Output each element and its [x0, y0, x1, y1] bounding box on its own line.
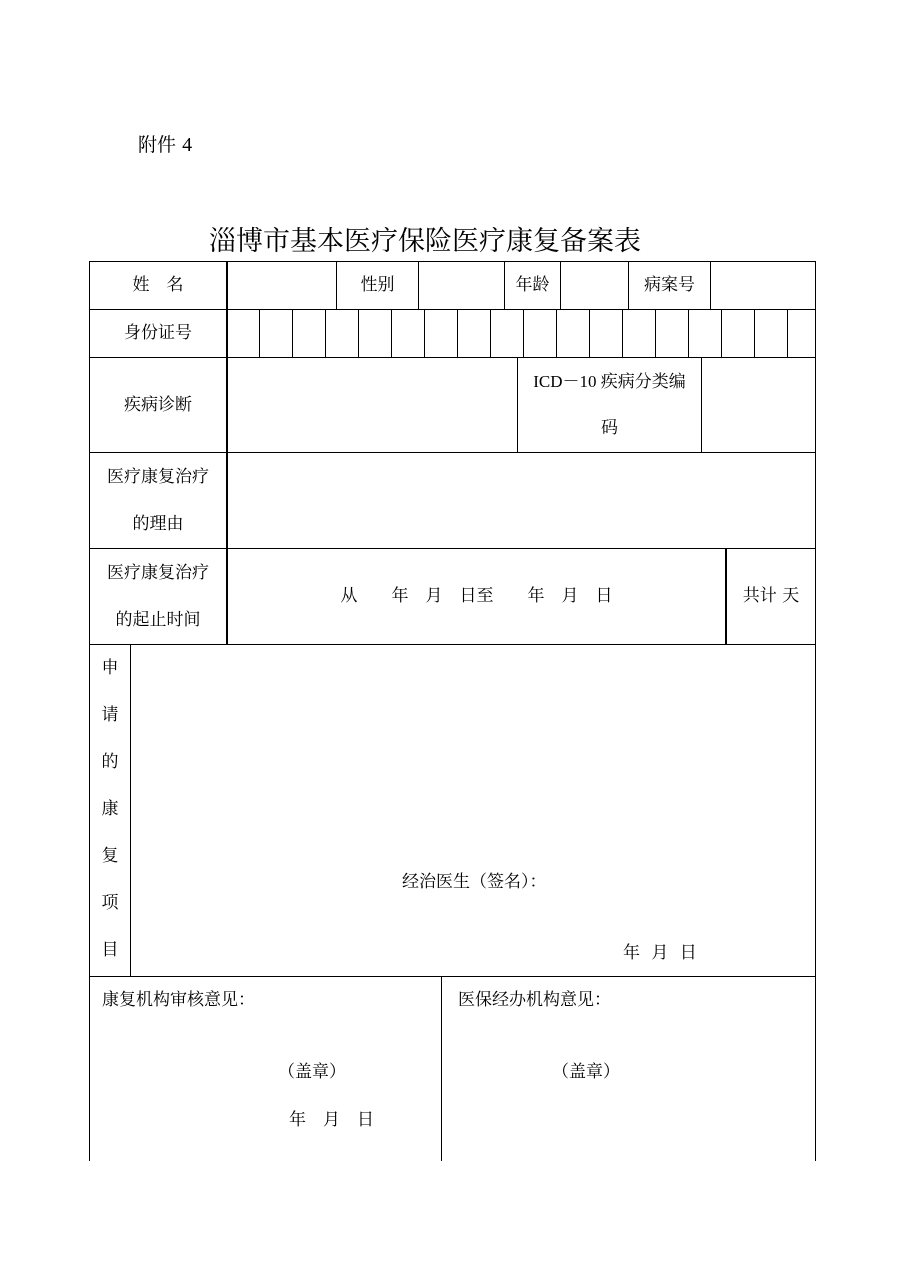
id-number-label: 身份证号: [124, 323, 192, 343]
id-box-divider: [556, 309, 557, 357]
id-box-divider: [589, 309, 590, 357]
age-field[interactable]: [561, 262, 628, 309]
rehab-review-stamp: （盖章）: [278, 1062, 346, 1082]
doctor-signature: 经治医生（签名）：: [402, 872, 547, 892]
id-box-divider: [259, 309, 260, 357]
diagnosis-field[interactable]: [228, 358, 517, 452]
rehab-institution-review[interactable]: [90, 977, 441, 1161]
rehab-review-title: 康复机构审核意见：: [102, 990, 255, 1010]
insurance-agency-review[interactable]: [442, 977, 815, 1161]
icd-code-field[interactable]: [702, 358, 815, 452]
diagnosis-label: 疾病诊断: [124, 394, 192, 415]
id-box-divider: [358, 309, 359, 357]
id-box-divider: [325, 309, 326, 357]
gender-label: 性别: [360, 275, 395, 295]
case-number-label: 病案号: [644, 275, 695, 295]
age-label: 年龄: [515, 275, 550, 295]
case-number-field[interactable]: [711, 262, 815, 309]
id-box-divider: [523, 309, 524, 357]
id-box-divider: [457, 309, 458, 357]
id-box-divider: [655, 309, 656, 357]
insurance-review-title: 医保经办机构意见：: [458, 990, 611, 1010]
rehab-items-field[interactable]: [131, 645, 815, 976]
right-border: [815, 261, 816, 1161]
gender-field[interactable]: [419, 262, 504, 309]
rehab-items-label: 申 请 的 康 复 项 目: [101, 658, 119, 960]
treatment-reason-label: 医疗康复治疗 的理由: [107, 466, 209, 534]
id-box-divider: [622, 309, 623, 357]
treatment-period-label: 医疗康复治疗 的起止时间: [107, 562, 209, 630]
treatment-period-field[interactable]: 从 年 月 日至 年 月 日: [340, 586, 613, 606]
id-box-divider: [721, 309, 722, 357]
id-box-divider: [688, 309, 689, 357]
id-box-divider: [754, 309, 755, 357]
id-box-divider: [424, 309, 425, 357]
id-box-divider: [787, 309, 788, 357]
icd-code-label: ICD－10 疾病分类编 码: [533, 372, 686, 438]
form-title: 淄博市基本医疗保险医疗康复备案表: [209, 226, 641, 257]
treatment-reason-field[interactable]: [228, 453, 815, 548]
doctor-sign-date: 年 月 日: [623, 943, 697, 963]
id-box-divider: [292, 309, 293, 357]
name-field[interactable]: [228, 262, 336, 309]
total-days: 共计 天: [742, 586, 800, 606]
attachment-label: 附件 4: [138, 134, 193, 156]
id-box-divider: [391, 309, 392, 357]
insurance-review-stamp: （盖章）: [552, 1062, 620, 1082]
rehab-review-date: 年 月 日: [289, 1110, 374, 1130]
id-box-divider: [490, 309, 491, 357]
name-label: 姓 名: [132, 275, 184, 295]
